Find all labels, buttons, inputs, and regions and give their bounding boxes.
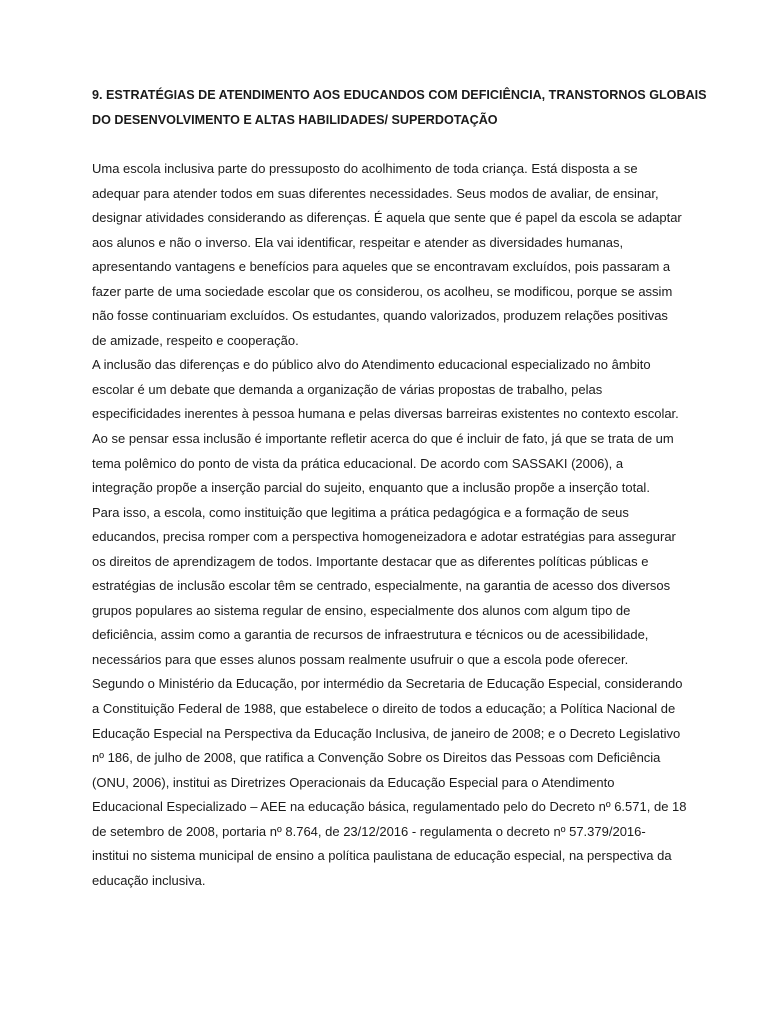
text-line: Para isso, a escola, como instituição que legitima a prática pedagógica e a formação de seus <box>92 504 629 520</box>
document-page <box>92 83 707 893</box>
text-line: deficiência, assim como a garantia de recursos de infraestrutura e técnicos ou de acessibilidade, <box>92 627 649 643</box>
heading-line: DO DESENVOLVIMENTO E ALTAS HABILIDADES/ SUPERDOTAÇÃO <box>92 112 498 127</box>
text-line: Uma escola inclusiva parte do pressuposto do acolhimento de toda criança. Está disposta a se <box>92 161 638 176</box>
text-line: de amizade, respeito e cooperação. <box>92 332 299 348</box>
text-line: Segundo o Ministério da Educação, por intermédio da Secretaria de Educação Especial, considerando <box>92 676 683 692</box>
text-line: necessários para que esses alunos possam realmente usufruir o que a escola pode oferecer. <box>92 651 629 667</box>
section-heading <box>92 83 707 132</box>
text-line: apresentando vantagens e benefícios para aqueles que se encontravam excluídos, pois passaram a <box>92 259 671 275</box>
text-line: escolar é um debate que demanda a organização de várias propostas de trabalho, pelas <box>92 381 603 397</box>
text-line: tema polêmico do ponto de vista da prática educacional. De acordo com SASSAKI (2006), a <box>92 455 624 471</box>
text-line: institui no sistema municipal de ensino a política paulistana de educação especial, na perspectiva da <box>92 848 672 864</box>
text-line: A inclusão das diferenças e do público alvo do Atendimento educacional especializado no âmbito <box>92 357 651 373</box>
text-line: adequar para atender todos em suas diferentes necessidades. Seus modos de avaliar, de ensinar, <box>92 185 659 201</box>
text-line: Educação Especial na Perspectiva da Educação Inclusiva, de janeiro de 2008; e o Decreto Legislativo <box>92 725 681 741</box>
text-line: educação inclusiva. <box>92 872 206 888</box>
text-line: educandos, precisa romper com a perspectiva homogeneizadora e adotar estratégias para assegurar <box>92 529 676 545</box>
text-line: Educacional Especializado – AEE na educação básica, regulamentado pelo do Decreto nº 6.571, de 18 <box>92 799 687 815</box>
text-line: especificidades inerentes à pessoa humana e pelas diversas barreiras existentes no contexto escolar. <box>92 406 679 422</box>
text-line: fazer parte de uma sociedade escolar que os considerou, os acolheu, se modificou, porque se assim <box>92 283 673 299</box>
text-line: nº 186, de julho de 2008, que ratifica a Convenção Sobre os Direitos das Pessoas com Deficiência <box>92 750 661 766</box>
text-line: a Constituição Federal de 1988, que estabelece o direito de todos a educação; a Política Nacional de <box>92 701 676 717</box>
heading-line: 9. ESTRATÉGIAS DE ATENDIMENTO AOS EDUCANDOS COM DEFICIÊNCIA, TRANSTORNOS GLOBAIS <box>92 88 707 102</box>
text-line: (ONU, 2006), institui as Diretrizes Operacionais da Educação Especial para o Atendimento <box>92 774 615 790</box>
text-line: de setembro de 2008, portaria nº 8.764, de 23/12/2016 - regulamenta o decreto nº 57.379/2016- <box>92 823 646 839</box>
text-line: estratégias de inclusão escolar têm se centrado, especialmente, na garantia de acesso dos diversos <box>92 578 671 594</box>
body-text <box>92 157 687 893</box>
text-line: integração propõe a inserção parcial do sujeito, enquanto que a inclusão propõe a inserção total. <box>92 480 650 496</box>
text-line: aos alunos e não o inverso. Ela vai identificar, respeitar e atender as diversidades humanas, <box>92 234 624 250</box>
text-line: designar atividades considerando as diferenças. É aquela que sente que é papel da escola se adaptar <box>92 210 682 226</box>
text-line: não fosse continuariam excluídos. Os estudantes, quando valorizados, produzem relações positivas <box>92 308 668 324</box>
text-line: grupos populares ao sistema regular de ensino, especialmente dos alunos com algum tipo de <box>92 602 631 618</box>
text-line: Ao se pensar essa inclusão é importante refletir acerca do que é incluir de fato, já que se trata de um <box>92 431 674 447</box>
text-line: os direitos de aprendizagem de todos. Importante destacar que as diferentes políticas públicas e <box>92 553 649 569</box>
